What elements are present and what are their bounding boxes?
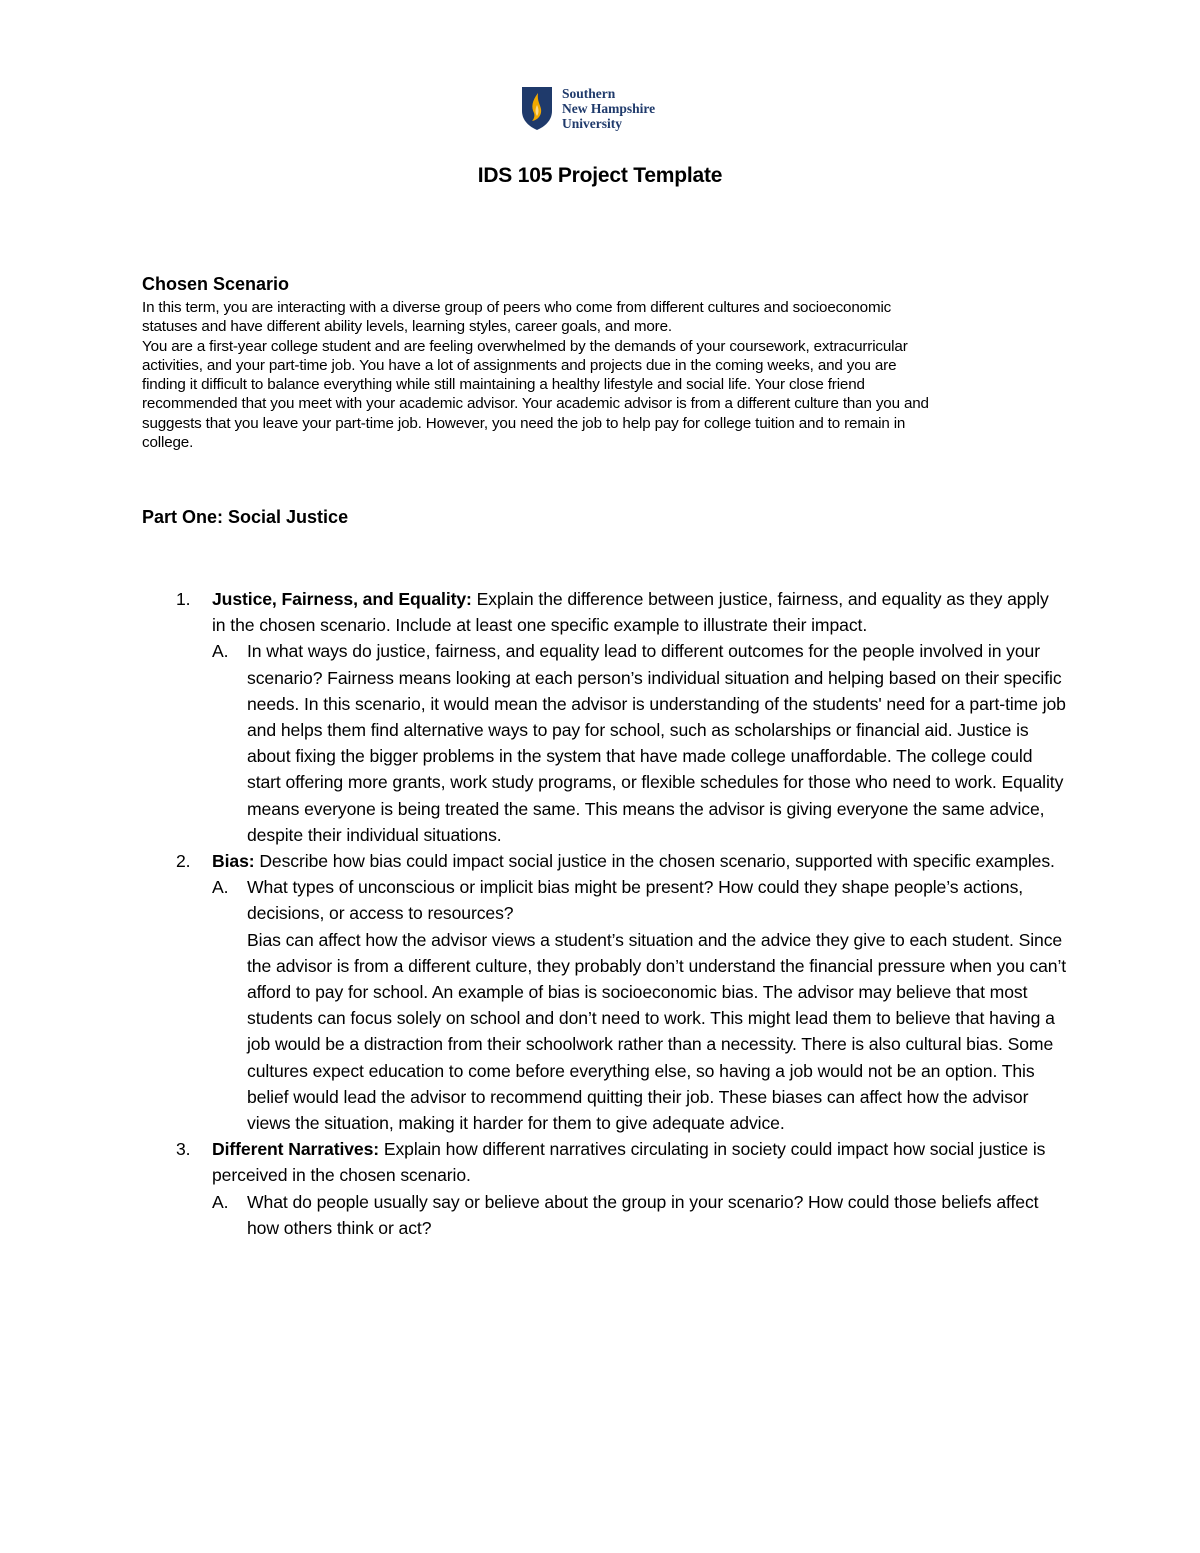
sub-question-text: In what ways do justice, fairness, and equality lead to different outcomes for the people involved in your scenario?: [247, 641, 1040, 688]
answer-text: Fairness means looking at each person’s individual situation and helping based on their specific needs. In this scenario, it would mean the advisor is understanding of the students' need for a part-time job and helps them find alternative ways to pay for school, such as scholarships or financial aid. Justice is about fixing the bigger problems in the system that have made college unaffordable. The college could start offering more grants, work study programs, or flexible schedules for those who need to work. Equality means everyone is being treated the same. This means the advisor is giving everyone the same advice, despite their individual situations.: [247, 667, 1066, 845]
sub-question-text: What do people usually say or believe about the group in your scenario? How could those beliefs affect how others think or act?: [247, 1191, 1039, 1238]
scenario-intro: In this term, you are interacting with a diverse group of peers who come from different cultures and socioeconomic statuses and have different ability levels, learning styles, career goals, and more.: [142, 299, 892, 336]
scenario-text: [142, 298, 932, 452]
question-number: 3.: [176, 1139, 191, 1160]
logo-line-2: New Hampshire: [562, 100, 656, 116]
question-item: [0, 848, 1062, 874]
sub-question-item: [0, 638, 1067, 848]
university-logo: [520, 84, 655, 132]
question-text: Explain how different narratives circulating in society could impact how social justice is perceived in the chosen scenario.: [212, 1139, 1046, 1186]
sub-question-letter: A.: [212, 1191, 229, 1212]
scenario-body: You are a first-year college student and are feeling overwhelmed by the demands of your coursework, extracurricular activities, and your part-time job. You have a lot of assignments and projects due in the coming weeks, and you are finding it difficult to balance everything while still maintaining a healthy lifestyle and social life. Your close friend recommended that you meet with your academic advisor. Your academic advisor is from a different culture than you and suggests that you leave your part-time job. However, you need the job to help pay for college tuition and to remain in college.: [142, 337, 929, 452]
part-one-heading: Part One: Social Justice: [142, 507, 349, 527]
question-item: [0, 1136, 1062, 1188]
question-label: Justice, Fairness, and Equality:: [212, 589, 472, 609]
sub-question-letter: A.: [212, 877, 229, 898]
question-label: Different Narratives:: [212, 1139, 380, 1160]
logo-wordmark: [562, 86, 655, 131]
sub-question-text: What types of unconscious or implicit bias might be present? How could they shape people’s actions, decisions, or access to resources?: [247, 877, 1024, 924]
question-number: 2.: [176, 851, 191, 872]
logo-line-1: Southern: [562, 85, 616, 101]
shield-flame-icon: [520, 85, 554, 131]
sub-question-item: [0, 874, 1067, 1136]
logo-line-3: University: [562, 115, 622, 131]
sub-question-letter: A.: [212, 641, 229, 662]
question-item: [0, 586, 1062, 638]
scenario-heading: Chosen Scenario: [142, 274, 290, 294]
question-label: Bias:: [212, 851, 255, 872]
sub-question-item: [0, 1189, 1067, 1241]
question-list: [0, 586, 1200, 1241]
answer-text: Bias can affect how the advisor views a student’s situation and the advice they give to each student. Since the advisor is from a different culture, they probably don’t understand the financial pressure when you can’t afford to pay for school. An example of bias is socioeconomic bias. The advisor may believe that most students can focus solely on school and don’t need to work. This might lead them to believe that having a job would be a distraction from their schoolwork rather than a necessity. There is also cultural bias. Some cultures expect education to come before everything else, so having a job would not be an option. This belief would lead the advisor to recommend quitting their job. These biases can affect how the advisor views the situation, making it harder for them to give adequate advice.: [247, 929, 1067, 1134]
question-number: 1.: [176, 589, 191, 609]
question-text: Describe how bias could impact social justice in the chosen scenario, supported with specific examples.: [254, 851, 1055, 872]
question-text: Explain the difference between justice, fairness, and equality as they apply in the chosen scenario. Include at least one specific example to illustrate their impact.: [212, 589, 1049, 636]
document-title: IDS 105 Project Template: [477, 164, 723, 187]
